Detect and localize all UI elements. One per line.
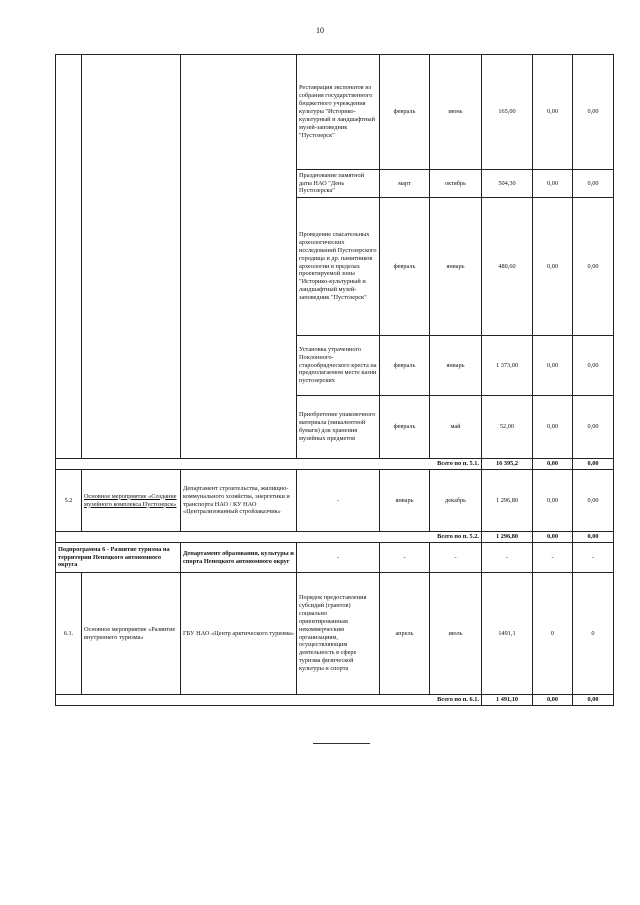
cell-num-blank (56, 55, 82, 459)
dash: - (380, 543, 430, 573)
item-name: Основное мероприятие «Развитие внутреннего туризма» (82, 573, 181, 695)
table-row (56, 573, 614, 695)
table-row (56, 470, 614, 532)
total-value-3: 0,00 (573, 695, 614, 706)
footer-divider (313, 743, 370, 744)
total-value-3: 0,00 (573, 459, 614, 470)
item-executor: Департамент строительства, жилищно-коммунального хозяйства, энергетики и транспорта НАО / КУ НАО «Централизованный стройзаказчик» (181, 470, 297, 532)
cell-exec-blank (181, 55, 297, 459)
dash: - (533, 543, 573, 573)
dash: - (297, 543, 380, 573)
value-1: 1 296,80 (482, 470, 533, 532)
subprogram-title: Подпрограмма 6 - Развитие туризма на территории Ненецкого автономного округа (56, 543, 181, 573)
total-row (56, 532, 614, 543)
value-3: 0,00 (573, 336, 614, 396)
item-number: 6.1. (56, 573, 82, 695)
start-month: февраль (380, 396, 430, 459)
total-row (56, 459, 614, 470)
end-month: январь (430, 336, 482, 396)
value-1: 504,30 (482, 170, 533, 198)
total-value-2: 0,00 (533, 459, 573, 470)
item-dash: - (297, 470, 380, 532)
subprogram-executor: Департамент образования, культуры и спорта Ненецкого автономного округ (181, 543, 297, 573)
end-month: январь (430, 198, 482, 336)
start-month: январь (380, 470, 430, 532)
value-3: 0,00 (573, 470, 614, 532)
dash: - (430, 543, 482, 573)
total-value-1: 1 296,80 (482, 532, 533, 543)
item-number: 5.2 (56, 470, 82, 532)
activity-text: Приобретение упаковочного материала (микалентной бумаги) для хранения музейных предметов (297, 396, 380, 459)
value-1: 480,60 (482, 198, 533, 336)
subprogram-row (56, 543, 614, 573)
activity-text: Празднование памятной даты НАО "День Пустозерска" (297, 170, 380, 198)
value-3: 0,00 (573, 170, 614, 198)
table-row (56, 55, 614, 170)
value-1: 1491,1 (482, 573, 533, 695)
activity-text: Установка утраченного Поклонного-старообрядческого креста на предполагаемом месте казни пустозерских (297, 336, 380, 396)
total-value-3: 0,00 (573, 532, 614, 543)
dash: - (573, 543, 614, 573)
start-month: февраль (380, 198, 430, 336)
end-month: октябрь (430, 170, 482, 198)
value-3: 0,00 (573, 55, 614, 170)
item-executor: ГБУ НАО «Центр арктического туризма» (181, 573, 297, 695)
total-value-1: 1 491,10 (482, 695, 533, 706)
total-label: Всего по п. 5.2. (56, 532, 482, 543)
value-2: 0,00 (533, 198, 573, 336)
value-3: 0 (573, 573, 614, 695)
value-3: 0,00 (573, 198, 614, 336)
page-number: 10 (316, 26, 324, 35)
dash: - (482, 543, 533, 573)
total-row (56, 695, 614, 706)
program-table (55, 54, 614, 706)
end-month: июнь (430, 55, 482, 170)
total-value-2: 0,00 (533, 695, 573, 706)
value-2: 0,00 (533, 336, 573, 396)
activity-text: Проведение спасательных археологических исследований Пустозерского городища и др. памятников археологии в пределах проектируемой зоны "Историко-культурный и ландшафтный музей-заповедник "Пустозерск" (297, 198, 380, 336)
start-month: февраль (380, 336, 430, 396)
value-3: 0,00 (573, 396, 614, 459)
value-2: 0 (533, 573, 573, 695)
value-2: 0,00 (533, 55, 573, 170)
value-1: 1 373,00 (482, 336, 533, 396)
total-value-2: 0,00 (533, 532, 573, 543)
total-label: Всего по п. 5.1. (56, 459, 482, 470)
activity-text: Порядок предоставления субсидий (грантов) социально ориентированным некоммерческим организациям, осуществляющим деятельность в сфере туризма физической культуры и спорта (297, 573, 380, 695)
value-2: 0,00 (533, 396, 573, 459)
start-month: апрель (380, 573, 430, 695)
value-2: 0,00 (533, 470, 573, 532)
end-month: май (430, 396, 482, 459)
start-month: февраль (380, 55, 430, 170)
value-1: 165,00 (482, 55, 533, 170)
end-month: июль (430, 573, 482, 695)
activity-text: Реставрация экспонатов из собрания государственного бюджетного учреждения культуры "Историко-культурный и ландшафтный музей-заповедник "Пустозерск" (297, 55, 380, 170)
total-label: Всего по п. 6.1. (56, 695, 482, 706)
total-value-1: 16 395,2 (482, 459, 533, 470)
end-month: декабрь (430, 470, 482, 532)
cell-name-blank (82, 55, 181, 459)
value-2: 0,00 (533, 170, 573, 198)
start-month: март (380, 170, 430, 198)
item-name: Основное мероприятие «Создание музейного комплекса Пустозерск» (82, 470, 181, 532)
value-1: 52,00 (482, 396, 533, 459)
